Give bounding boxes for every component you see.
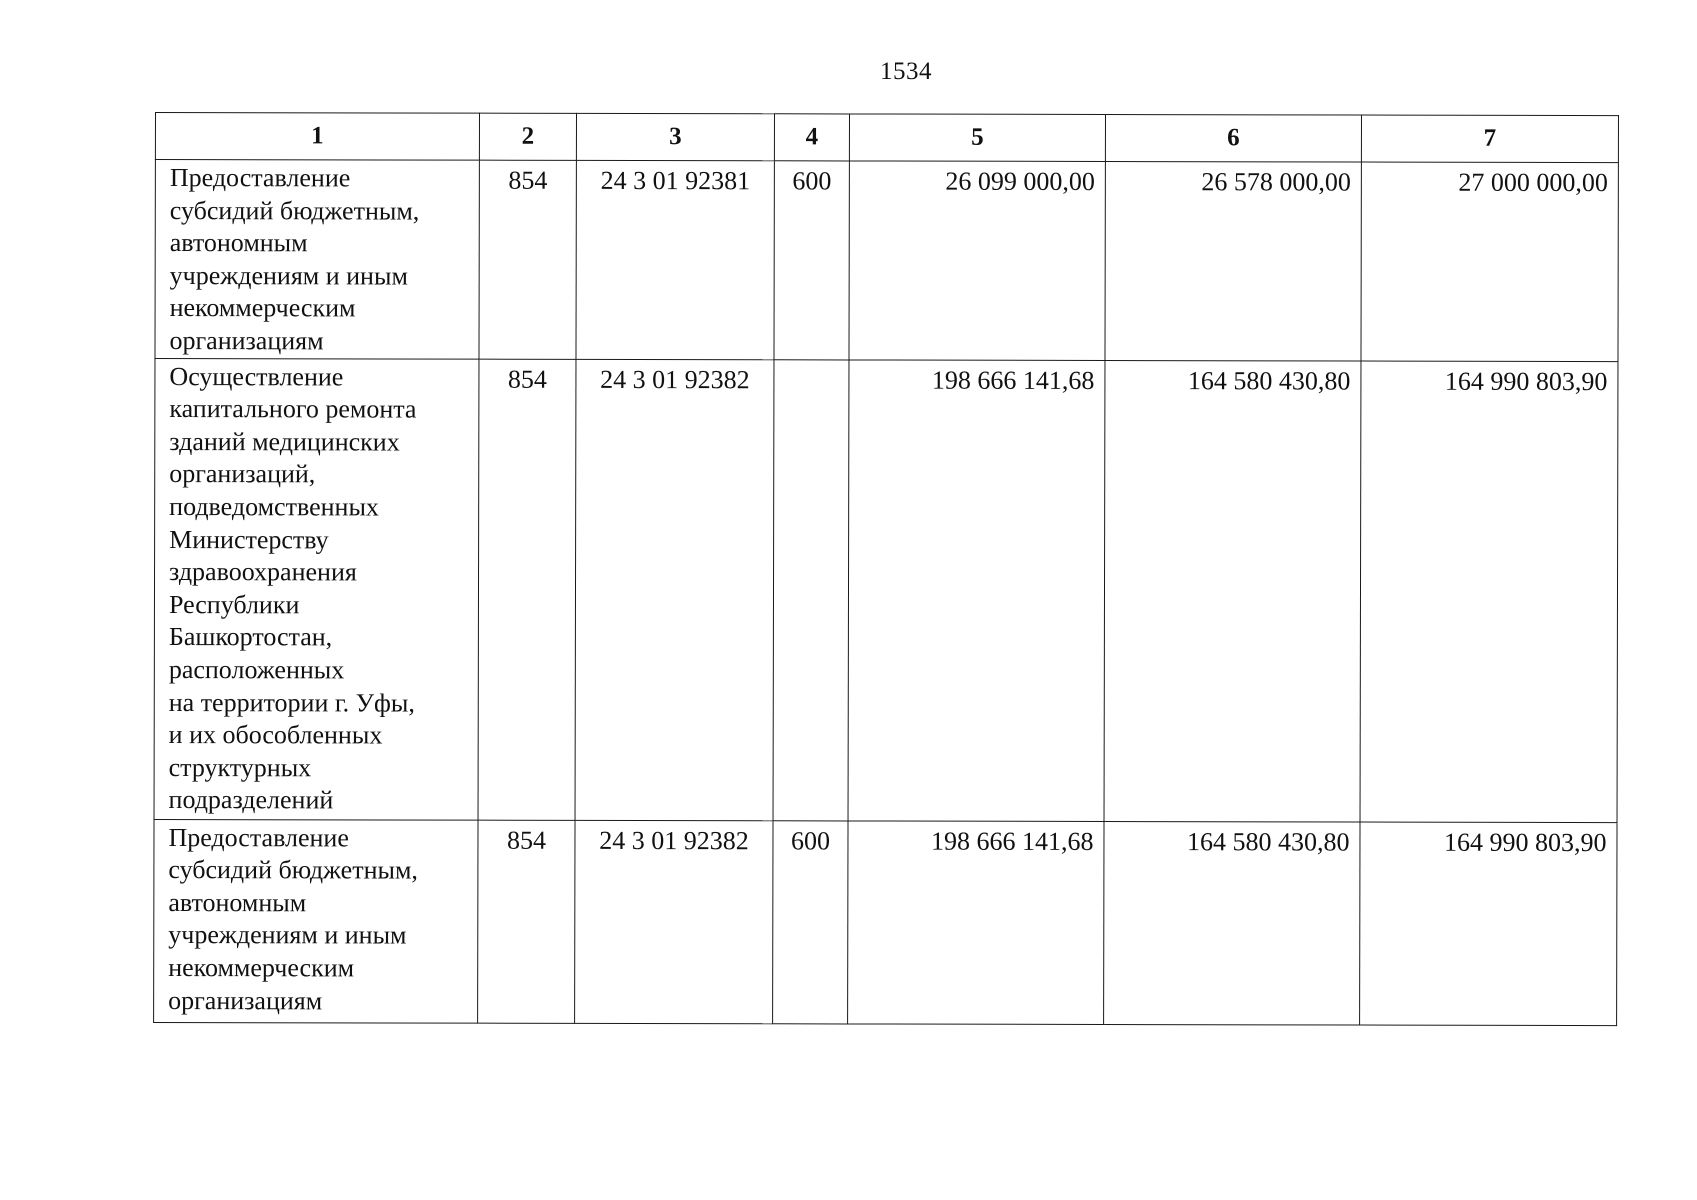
table-row	[154, 358, 1618, 822]
column-header-2: 2	[479, 113, 576, 160]
target-article-code: 24 3 01 92382	[575, 359, 774, 820]
expense-type-code: 600	[774, 161, 849, 360]
ministry-code: 854	[478, 820, 575, 1023]
amount-col-5: 198 666 141,68	[848, 821, 1104, 1025]
column-header-5: 5	[849, 114, 1105, 162]
amount-col-5: 26 099 000,00	[849, 161, 1105, 360]
target-article-code: 24 3 01 92382	[575, 820, 773, 1023]
column-header-3: 3	[576, 113, 774, 160]
column-header-6: 6	[1105, 114, 1361, 162]
ministry-code: 854	[478, 359, 576, 820]
budget-table	[153, 112, 1619, 1026]
amount-col-7: 164 990 803,90	[1360, 361, 1618, 823]
column-header-4: 4	[774, 114, 849, 161]
target-article-code: 24 3 01 92381	[576, 160, 774, 359]
row-description: Предоставление субсидий бюджетным, автономным учреждениям и иным некоммерческим организациям	[155, 160, 479, 359]
row-description: Осуществление капитального ремонта зданий медицинских организаций, подведомственных Министерству здравоохранения Республики Башкортостан, расположенных на территории г. Уфы, и их обособленных структурных подразделений	[154, 358, 479, 820]
amount-col-6: 26 578 000,00	[1105, 161, 1361, 360]
table-row	[154, 819, 1617, 1025]
amount-col-7: 164 990 803,90	[1360, 822, 1617, 1026]
page-number: 1534	[880, 58, 932, 85]
table-header-row	[155, 113, 1618, 163]
column-header-7: 7	[1361, 115, 1618, 163]
column-header-1: 1	[155, 113, 479, 161]
expense-type-code	[773, 359, 849, 820]
expense-type-code: 600	[773, 820, 848, 1023]
ministry-code: 854	[479, 160, 576, 359]
table-row	[155, 160, 1618, 362]
amount-col-6: 164 580 430,80	[1104, 821, 1360, 1025]
amount-col-7: 27 000 000,00	[1361, 162, 1618, 361]
row-description: Предоставление субсидий бюджетным, автономным учреждениям и иным некоммерческим организациям	[154, 819, 478, 1023]
amount-col-6: 164 580 430,80	[1104, 360, 1361, 822]
amount-col-5: 198 666 141,68	[848, 360, 1105, 822]
